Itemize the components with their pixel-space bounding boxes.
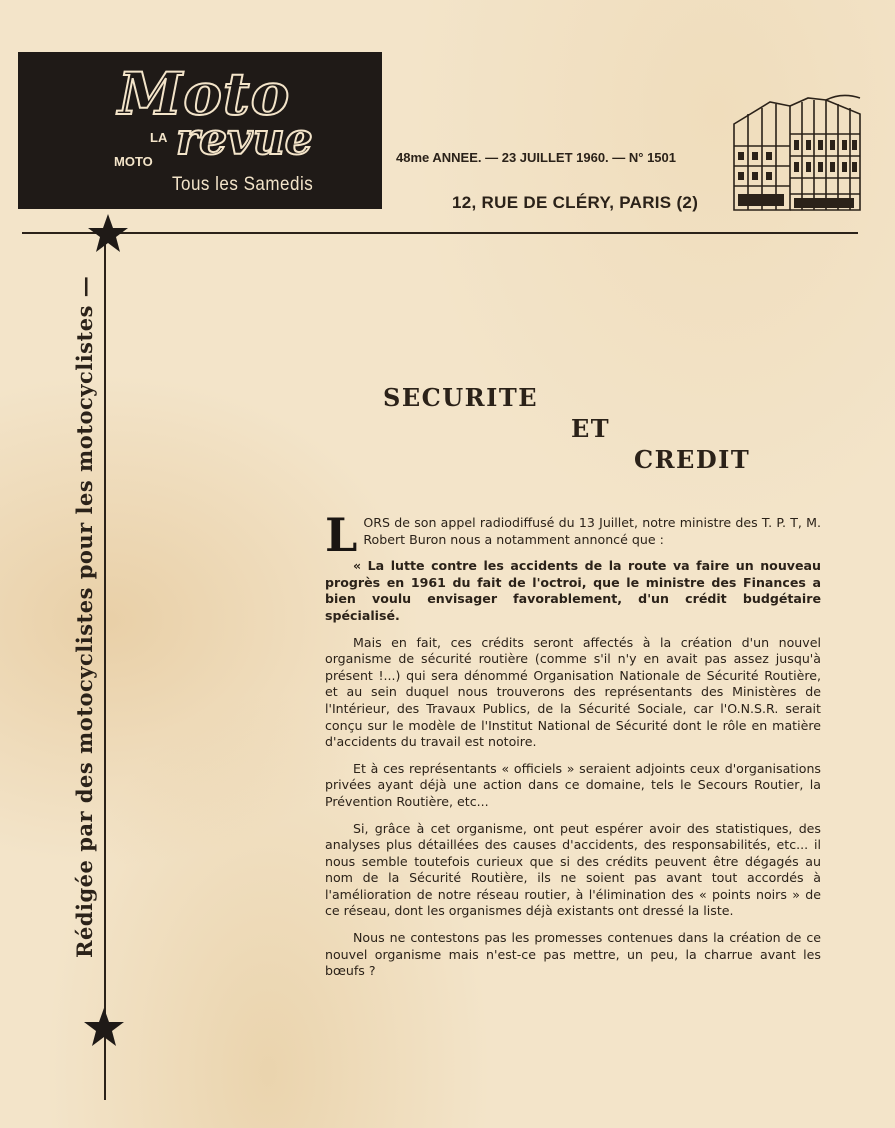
article-paragraph: Et à ces représentants « officiels » seraient adjoints ceux d'organisations privées ayant déjà une action dans ce domaine, tels le Secours Routier, la Prévention Routière, etc... xyxy=(325,760,821,809)
masthead-logo xyxy=(18,52,382,209)
article-quote: « La lutte contre les accidents de la route va faire un nouveau progrès en 1961 du fait de l'octroi, que le ministre des Finances a bien voulu envisager favorablement, d'un crédit budgétaire spécialisé. xyxy=(325,558,821,623)
masthead-la: LA xyxy=(150,130,168,145)
star-icon xyxy=(86,212,130,256)
side-tagline: Rédigée par des motocyclistes pour les motocyclistes — xyxy=(72,275,97,958)
star-icon xyxy=(82,1006,126,1050)
article-body xyxy=(325,508,821,990)
masthead-title-revue: revue xyxy=(176,114,313,165)
article-paragraph xyxy=(325,508,821,562)
address-line: 12, RUE DE CLÉRY, PARIS (2) xyxy=(452,193,699,212)
article-paragraph: Mais en fait, ces crédits seront affectés à la création d'un nouvel organisme de sécurité routière (comme s'il n'y en avait pas assez jusqu'à présent !...) qui sera dénommé Organisation Nationale de Sécurité Routière, et au sein duquel nous trouverons des représentants des Ministères de l'Intérieur, des Travaux Publics, de la Sécurité Sociale, car l'O.N.S.R. serait conçu sur le modèle de l'Institut National de Sécurité dont le rôle en matière d'accidents du travail est notoire. xyxy=(325,634,821,750)
article-paragraph: Nous ne contestons pas les promesses contenues dans la création de ce nouvel organisme mais n'est-ce pas mettre, un peu, la charrue avant les bœufs ? xyxy=(325,930,821,979)
drop-cap: L xyxy=(325,508,358,562)
margin-rule xyxy=(104,240,106,1100)
header-rule xyxy=(22,232,858,234)
headline-line-2: ET xyxy=(571,414,611,443)
headline-line-1: SECURITE xyxy=(383,383,538,412)
building-illustration xyxy=(730,94,864,214)
article-paragraph: Si, grâce à cet organisme, ont peut espérer avoir des statistiques, des analyses plus détaillées des causes d'accidents, des responsabilités, etc... il nous semble toutefois curieux que si des crédits peuvent être dégagés au nom de la Sécurité Routière, ils ne soient pas avant tout accordés à l'amélioration de notre réseau routier, à l'élimination des « points noirs » de ce réseau, dont les organismes déjà existants ont dressé la liste. xyxy=(325,820,821,919)
masthead-title-moto: Moto xyxy=(118,60,291,128)
masthead-moto-small: MOTO xyxy=(114,154,153,169)
article-paragraph-text: ORS de son appel radiodiffusé du 13 Juillet, notre ministre des T. P. T, M. Robert Buron nous a notamment annoncé que : xyxy=(363,515,821,547)
headline-line-3: CREDIT xyxy=(634,445,751,474)
masthead-tagline: Tous les Samedis xyxy=(172,172,314,195)
issue-line: 48me ANNEE. — 23 JUILLET 1960. — N° 1501 xyxy=(396,150,677,165)
